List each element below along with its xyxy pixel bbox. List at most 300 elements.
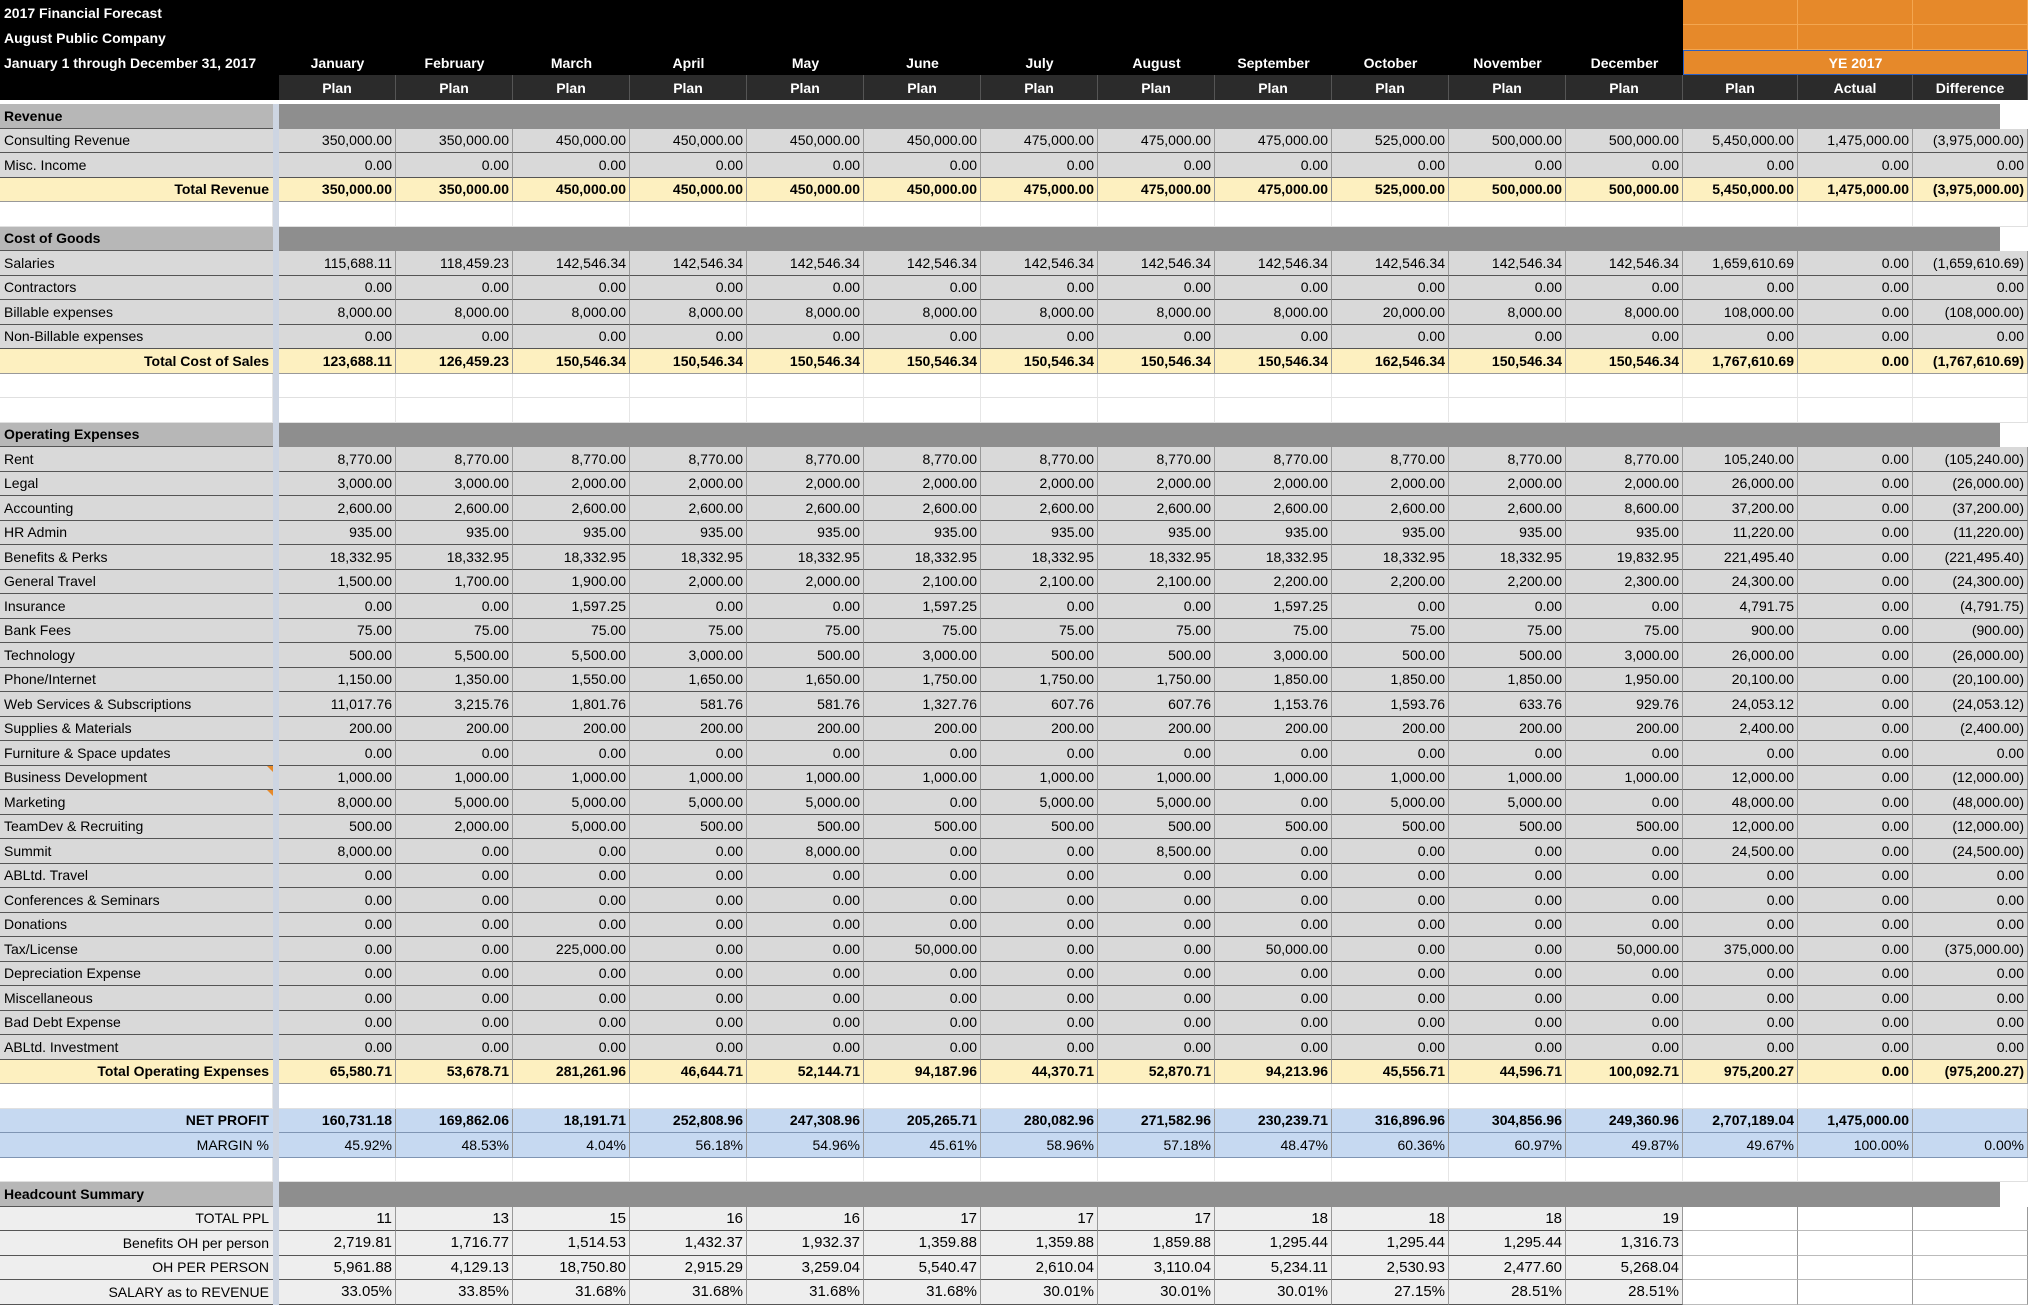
table-cell[interactable]: 0.00 [396,937,513,962]
table-cell[interactable]: 2,610.04 [981,1256,1098,1281]
table-cell[interactable]: 19,832.95 [1566,545,1683,570]
table-cell[interactable]: 1,750.00 [1098,668,1215,693]
table-cell[interactable]: 0.00 [279,937,396,962]
table-cell[interactable]: 450,000.00 [747,178,864,203]
table-cell[interactable]: 1,295.44 [1332,1231,1449,1256]
table-cell[interactable]: 5,000.00 [630,790,747,815]
table-cell[interactable]: 162,546.34 [1332,349,1449,374]
table-cell[interactable]: 0.00 [1798,815,1913,840]
table-cell[interactable]: 0.00 [1913,888,2028,913]
table-cell[interactable]: 2,000.00 [1449,472,1566,497]
ye-2017-header[interactable]: YE 2017 [1683,50,2028,75]
table-cell[interactable]: 0.00 [1098,962,1215,987]
table-cell[interactable]: 8,770.00 [981,447,1098,472]
table-cell[interactable]: 60.36% [1332,1133,1449,1158]
table-cell[interactable]: 1,514.53 [513,1231,630,1256]
table-cell[interactable]: 2,600.00 [747,496,864,521]
table-cell[interactable]: 0.00 [396,276,513,301]
table-cell[interactable]: 0.00 [1683,1011,1798,1036]
month-header-june[interactable]: June [864,50,981,75]
table-cell[interactable]: 5,000.00 [396,790,513,815]
table-cell[interactable] [1683,1256,1798,1281]
table-cell[interactable]: 1,000.00 [864,766,981,791]
table-cell[interactable]: 17 [1098,1207,1215,1232]
table-cell[interactable]: 0.00 [1798,300,1913,325]
table-cell[interactable]: (105,240.00) [1913,447,2028,472]
table-cell[interactable]: 221,495.40 [1683,545,1798,570]
table-cell[interactable] [1449,1158,1566,1183]
table-cell[interactable]: 200.00 [1332,717,1449,742]
table-cell[interactable] [630,1158,747,1183]
comment-marker-icon[interactable] [267,766,273,772]
table-cell[interactable]: 935.00 [1566,521,1683,546]
table-cell[interactable] [513,1084,630,1109]
row-label[interactable] [0,1158,273,1183]
table-cell[interactable]: 200.00 [864,717,981,742]
table-cell[interactable] [1449,398,1566,423]
row-label[interactable]: Bad Debt Expense [0,1011,273,1036]
table-cell[interactable]: 0.00 [1332,986,1449,1011]
table-cell[interactable]: 475,000.00 [1215,129,1332,154]
table-cell[interactable]: 0.00 [1798,888,1913,913]
table-cell[interactable]: 2,000.00 [396,815,513,840]
row-label[interactable]: TeamDev & Recruiting [0,815,273,840]
table-cell[interactable]: 0.00 [747,1011,864,1036]
table-cell[interactable]: (12,000.00) [1913,815,2028,840]
table-cell[interactable]: 150,546.34 [1215,349,1332,374]
table-cell[interactable]: 0.00 [279,153,396,178]
table-cell[interactable]: 150,546.34 [1098,349,1215,374]
table-cell[interactable]: 52,144.71 [747,1060,864,1085]
row-label[interactable]: Legal [0,472,273,497]
table-cell[interactable]: 5,000.00 [1098,790,1215,815]
table-cell[interactable]: 94,187.96 [864,1060,981,1085]
table-cell[interactable] [1098,1158,1215,1183]
table-cell[interactable]: 0.00 [1798,1011,1913,1036]
table-cell[interactable]: 249,360.96 [1566,1109,1683,1134]
table-cell[interactable]: 75.00 [747,619,864,644]
month-header-january[interactable]: January [279,50,396,75]
table-cell[interactable]: 0.00 [1449,888,1566,913]
row-label[interactable]: Accounting [0,496,273,521]
table-cell[interactable]: 200.00 [747,717,864,742]
table-cell[interactable]: 316,896.96 [1332,1109,1449,1134]
table-cell[interactable]: 0.00 [1098,986,1215,1011]
section-label[interactable]: Headcount Summary [0,1182,273,1207]
table-cell[interactable]: 8,770.00 [1098,447,1215,472]
table-cell[interactable]: 0.00 [1566,962,1683,987]
table-cell[interactable]: 0.00 [1566,325,1683,350]
table-cell[interactable]: 200.00 [630,717,747,742]
table-cell[interactable]: 0.00 [747,937,864,962]
table-cell[interactable]: 0.00 [864,913,981,938]
table-cell[interactable]: 2,600.00 [279,496,396,521]
table-cell[interactable]: 0.00 [981,1011,1098,1036]
table-cell[interactable]: 200.00 [396,717,513,742]
table-cell[interactable]: 0.00 [1215,962,1332,987]
table-cell[interactable]: 0.00 [1798,521,1913,546]
table-cell[interactable]: 525,000.00 [1332,178,1449,203]
table-cell[interactable]: 18,332.95 [1449,545,1566,570]
table-cell[interactable]: 5,000.00 [1449,790,1566,815]
table-cell[interactable] [1913,202,2028,227]
period-label[interactable]: January 1 through December 31, 2017 [0,50,273,75]
table-cell[interactable]: 8,770.00 [1566,447,1683,472]
table-cell[interactable]: 0.00 [396,1011,513,1036]
row-label[interactable]: Conferences & Seminars [0,888,273,913]
table-cell[interactable]: (24,500.00) [1913,839,2028,864]
table-cell[interactable]: 2,000.00 [1566,472,1683,497]
plan-header-december[interactable]: Plan [1566,75,1683,100]
row-label[interactable]: Phone/Internet [0,668,273,693]
table-cell[interactable]: 3,259.04 [747,1256,864,1281]
table-cell[interactable]: 1,000.00 [1566,766,1683,791]
table-cell[interactable]: 3,000.00 [1215,643,1332,668]
table-cell[interactable] [630,202,747,227]
row-label[interactable]: Non-Billable expenses [0,325,273,350]
table-cell[interactable]: 0.00 [1913,986,2028,1011]
table-cell[interactable]: 8,770.00 [864,447,981,472]
table-cell[interactable]: 2,200.00 [1449,570,1566,595]
table-cell[interactable]: 500.00 [864,815,981,840]
table-cell[interactable]: 0.00 [513,839,630,864]
table-cell[interactable]: 0.00 [630,1011,747,1036]
table-cell[interactable]: 2,477.60 [1449,1256,1566,1281]
table-cell[interactable]: 0.00 [513,276,630,301]
table-cell[interactable] [513,202,630,227]
table-cell[interactable]: 0.00 [1332,839,1449,864]
table-cell[interactable]: 0.00 [1215,276,1332,301]
table-cell[interactable]: 0.00 [1566,913,1683,938]
table-cell[interactable]: 1,000.00 [981,766,1098,791]
table-cell[interactable]: 0.00 [747,153,864,178]
table-cell[interactable]: 475,000.00 [981,129,1098,154]
ye-orange-cell[interactable] [1683,0,1798,25]
table-cell[interactable]: 0.00 [747,276,864,301]
table-cell[interactable]: 8,000.00 [864,300,981,325]
table-cell[interactable]: 5,000.00 [747,790,864,815]
table-cell[interactable]: 48,000.00 [1683,790,1798,815]
table-cell[interactable] [1798,1280,1913,1305]
row-label[interactable]: Total Operating Expenses [0,1060,273,1085]
table-cell[interactable]: 500.00 [279,643,396,668]
table-cell[interactable]: 0.00 [1449,594,1566,619]
table-cell[interactable]: 607.76 [981,692,1098,717]
table-cell[interactable]: 0.00 [1449,276,1566,301]
table-cell[interactable]: 0.00 [1683,962,1798,987]
table-cell[interactable]: 500.00 [1215,815,1332,840]
table-cell[interactable] [1798,1158,1913,1183]
table-cell[interactable]: 1,597.25 [1215,594,1332,619]
plan-header-january[interactable]: Plan [279,75,396,100]
table-cell[interactable]: 1,550.00 [513,668,630,693]
table-cell[interactable]: 200.00 [1215,717,1332,742]
table-cell[interactable]: 0.00 [279,594,396,619]
table-cell[interactable]: 33.05% [279,1280,396,1305]
table-cell[interactable]: 581.76 [747,692,864,717]
table-cell[interactable]: 1,859.88 [1098,1231,1215,1256]
table-cell[interactable]: 0.00 [1798,839,1913,864]
row-label[interactable]: Web Services & Subscriptions [0,692,273,717]
table-cell[interactable]: 0.00 [1332,937,1449,962]
table-cell[interactable]: 0.00 [981,864,1098,889]
table-cell[interactable]: 1,000.00 [747,766,864,791]
table-cell[interactable]: 2,600.00 [1449,496,1566,521]
plan-header-april[interactable]: Plan [630,75,747,100]
table-cell[interactable]: 350,000.00 [396,129,513,154]
table-cell[interactable] [1215,398,1332,423]
month-header-august[interactable]: August [1098,50,1215,75]
table-cell[interactable]: 1,316.73 [1566,1231,1683,1256]
table-cell[interactable]: 975,200.27 [1683,1060,1798,1085]
table-cell[interactable]: 142,546.34 [864,251,981,276]
table-cell[interactable]: 0.00 [1683,986,1798,1011]
table-cell[interactable]: 0.00 [1798,790,1913,815]
table-cell[interactable]: 49.87% [1566,1133,1683,1158]
table-cell[interactable]: 0.00 [747,913,864,938]
table-cell[interactable]: 75.00 [1215,619,1332,644]
table-cell[interactable]: 0.00 [1683,276,1798,301]
table-cell[interactable]: 0.00 [1913,276,2028,301]
table-cell[interactable]: 1,475,000.00 [1798,129,1913,154]
table-cell[interactable]: 0.00 [981,937,1098,962]
table-cell[interactable]: 94,213.96 [1215,1060,1332,1085]
table-cell[interactable]: 1,150.00 [279,668,396,693]
month-header-february[interactable]: February [396,50,513,75]
table-cell[interactable]: 0.00 [1683,913,1798,938]
table-cell[interactable]: 935.00 [1098,521,1215,546]
table-cell[interactable]: 0.00 [1215,1035,1332,1060]
table-cell[interactable]: 0.00 [1913,962,2028,987]
table-cell[interactable] [279,374,396,399]
table-cell[interactable]: 0.00 [1098,913,1215,938]
table-cell[interactable]: 581.76 [630,692,747,717]
table-cell[interactable]: 0.00 [396,1035,513,1060]
table-cell[interactable]: 2,200.00 [1332,570,1449,595]
row-label[interactable]: OH PER PERSON [0,1256,273,1281]
table-cell[interactable]: 60.97% [1449,1133,1566,1158]
table-cell[interactable]: 1,593.76 [1332,692,1449,717]
table-cell[interactable]: 0.00 [630,276,747,301]
plan-header-september[interactable]: Plan [1215,75,1332,100]
plan-header-october[interactable]: Plan [1332,75,1449,100]
table-cell[interactable]: 8,000.00 [1566,300,1683,325]
table-cell[interactable]: 225,000.00 [513,937,630,962]
plan-header-may[interactable]: Plan [747,75,864,100]
ye-orange-cell[interactable] [1798,25,1913,50]
table-cell[interactable]: 123,688.11 [279,349,396,374]
table-cell[interactable]: 0.00 [1332,325,1449,350]
table-cell[interactable]: 1,950.00 [1566,668,1683,693]
table-cell[interactable] [630,374,747,399]
table-cell[interactable]: 0.00 [1798,325,1913,350]
table-cell[interactable]: 0.00 [1798,766,1913,791]
table-cell[interactable]: 0.00 [396,913,513,938]
table-cell[interactable]: 37,200.00 [1683,496,1798,521]
table-cell[interactable]: 50,000.00 [864,937,981,962]
row-label[interactable]: Rent [0,447,273,472]
table-cell[interactable]: 200.00 [1566,717,1683,742]
table-cell[interactable] [864,374,981,399]
table-cell[interactable]: 150,546.34 [747,349,864,374]
table-cell[interactable]: 0.00 [1798,570,1913,595]
row-label[interactable]: Salaries [0,251,273,276]
table-cell[interactable]: 18,332.95 [864,545,981,570]
table-cell[interactable]: (20,100.00) [1913,668,2028,693]
table-cell[interactable]: 18,750.80 [513,1256,630,1281]
table-cell[interactable]: 0.00 [1332,864,1449,889]
table-cell[interactable]: 3,000.00 [396,472,513,497]
table-cell[interactable]: 75.00 [864,619,981,644]
table-cell[interactable]: 0.00 [630,962,747,987]
table-cell[interactable]: 0.00 [1798,276,1913,301]
table-cell[interactable]: 26,000.00 [1683,472,1798,497]
table-cell[interactable]: 150,546.34 [1449,349,1566,374]
row-label[interactable]: Summit [0,839,273,864]
table-cell[interactable] [981,398,1098,423]
table-cell[interactable]: 19 [1566,1207,1683,1232]
table-cell[interactable]: 450,000.00 [864,129,981,154]
table-cell[interactable] [1332,1084,1449,1109]
table-cell[interactable]: 0.00 [1449,937,1566,962]
table-cell[interactable]: 500.00 [1332,815,1449,840]
table-cell[interactable]: 1,327.76 [864,692,981,717]
table-cell[interactable]: 350,000.00 [279,129,396,154]
table-cell[interactable]: 30.01% [1215,1280,1332,1305]
table-cell[interactable]: 16 [630,1207,747,1232]
table-cell[interactable]: 5,268.04 [1566,1256,1683,1281]
table-cell[interactable]: 105,240.00 [1683,447,1798,472]
month-header-september[interactable]: September [1215,50,1332,75]
plan-header-june[interactable]: Plan [864,75,981,100]
table-cell[interactable]: 200.00 [279,717,396,742]
table-cell[interactable]: 0.00 [513,153,630,178]
table-cell[interactable]: 450,000.00 [630,178,747,203]
table-cell[interactable]: 24,500.00 [1683,839,1798,864]
table-cell[interactable]: 0.00 [1798,937,1913,962]
table-cell[interactable] [1683,1084,1798,1109]
table-cell[interactable]: (375,000.00) [1913,937,2028,962]
row-label[interactable]: ABLtd. Travel [0,864,273,889]
table-cell[interactable]: 935.00 [630,521,747,546]
table-cell[interactable]: 0.00 [747,888,864,913]
row-label[interactable]: Depreciation Expense [0,962,273,987]
table-cell[interactable]: 500.00 [747,643,864,668]
table-cell[interactable]: 0.00 [279,1011,396,1036]
table-cell[interactable]: 142,546.34 [513,251,630,276]
table-cell[interactable]: 1,700.00 [396,570,513,595]
table-cell[interactable]: 31.68% [513,1280,630,1305]
table-cell[interactable] [1566,374,1683,399]
table-cell[interactable]: 475,000.00 [1215,178,1332,203]
table-cell[interactable]: 20,000.00 [1332,300,1449,325]
table-cell[interactable]: 8,000.00 [1449,300,1566,325]
table-cell[interactable]: 0.00 [1798,1035,1913,1060]
table-cell[interactable]: 2,600.00 [1098,496,1215,521]
table-cell[interactable]: 0.00 [630,153,747,178]
table-cell[interactable]: 18,332.95 [513,545,630,570]
table-cell[interactable]: 1,153.76 [1215,692,1332,717]
table-cell[interactable]: 0.00 [1098,864,1215,889]
table-cell[interactable]: 0.00 [513,962,630,987]
table-cell[interactable]: 0.00 [981,888,1098,913]
table-cell[interactable]: 0.00 [1683,888,1798,913]
table-cell[interactable]: 0.00 [1332,1011,1449,1036]
table-cell[interactable]: 142,546.34 [747,251,864,276]
table-cell[interactable]: 2,530.93 [1332,1256,1449,1281]
table-cell[interactable]: 2,000.00 [1215,472,1332,497]
table-cell[interactable]: 0.00 [1798,1060,1913,1085]
table-cell[interactable] [279,202,396,227]
table-cell[interactable]: (1,767,610.69) [1913,349,2028,374]
table-cell[interactable]: (48,000.00) [1913,790,2028,815]
row-label[interactable]: HR Admin [0,521,273,546]
row-label[interactable]: Supplies & Materials [0,717,273,742]
table-cell[interactable]: 142,546.34 [981,251,1098,276]
table-cell[interactable] [981,202,1098,227]
table-cell[interactable]: 0.00 [981,594,1098,619]
table-cell[interactable]: 0.00 [1566,1011,1683,1036]
table-cell[interactable]: 8,770.00 [1215,447,1332,472]
table-cell[interactable] [981,374,1098,399]
table-cell[interactable]: 0.00 [1215,986,1332,1011]
table-cell[interactable] [1683,398,1798,423]
table-cell[interactable]: 48.53% [396,1133,513,1158]
table-cell[interactable]: 2,915.29 [630,1256,747,1281]
table-cell[interactable] [1332,398,1449,423]
table-cell[interactable]: 8,000.00 [747,839,864,864]
table-cell[interactable] [1332,374,1449,399]
table-cell[interactable]: 0.00 [981,962,1098,987]
table-cell[interactable]: 1,000.00 [1449,766,1566,791]
table-cell[interactable]: 0.00 [864,1011,981,1036]
table-cell[interactable] [1683,1231,1798,1256]
table-cell[interactable]: 200.00 [981,717,1098,742]
table-cell[interactable]: 0.00 [630,937,747,962]
table-cell[interactable]: 0.00 [1332,1035,1449,1060]
table-cell[interactable] [1913,374,2028,399]
row-label[interactable]: Business Development [0,766,273,791]
table-cell[interactable]: 0.00 [279,888,396,913]
row-label[interactable]: Total Cost of Sales [0,349,273,374]
section-label[interactable]: Operating Expenses [0,423,273,448]
table-cell[interactable]: 1,000.00 [630,766,747,791]
table-cell[interactable]: 2,600.00 [396,496,513,521]
table-cell[interactable]: 0.00 [1332,741,1449,766]
table-cell[interactable]: 0.00 [1566,276,1683,301]
table-cell[interactable]: 525,000.00 [1332,129,1449,154]
table-cell[interactable]: 8,000.00 [396,300,513,325]
table-cell[interactable]: 0.00 [1449,986,1566,1011]
table-cell[interactable]: (24,053.12) [1913,692,2028,717]
table-cell[interactable]: 0.00 [1098,741,1215,766]
table-cell[interactable]: 500,000.00 [1566,129,1683,154]
table-cell[interactable]: 1,500.00 [279,570,396,595]
table-cell[interactable]: 500.00 [1449,815,1566,840]
table-cell[interactable] [396,202,513,227]
table-cell[interactable]: 0.00 [981,741,1098,766]
table-cell[interactable]: 0.00 [1566,986,1683,1011]
table-cell[interactable]: 0.00 [1332,888,1449,913]
table-cell[interactable]: 0.00 [1683,1035,1798,1060]
month-header-may[interactable]: May [747,50,864,75]
table-cell[interactable] [279,1158,396,1183]
table-cell[interactable]: 0.00 [747,864,864,889]
table-cell[interactable]: 1,932.37 [747,1231,864,1256]
table-cell[interactable] [396,374,513,399]
ye-orange-cell[interactable] [1683,25,1798,50]
table-cell[interactable]: 65,580.71 [279,1060,396,1085]
